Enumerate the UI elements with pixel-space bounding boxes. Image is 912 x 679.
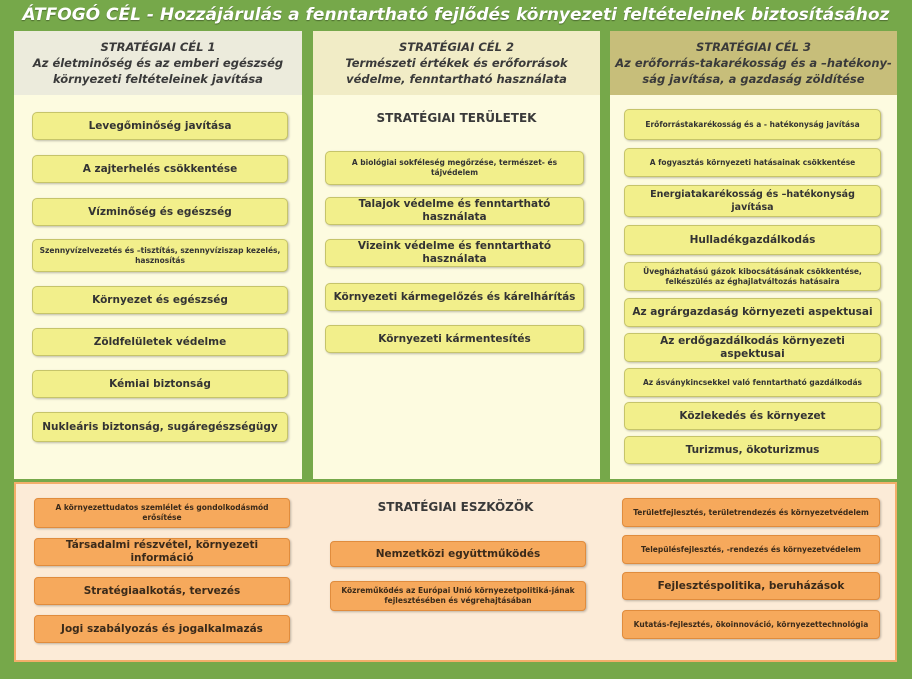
strategic-goal-2-header bbox=[313, 31, 600, 95]
goal-2-title-line-1: Természeti értékek és erőforrások bbox=[345, 56, 568, 70]
tool-item: Területfejlesztés, területrendezés és környezetvédelem bbox=[622, 498, 880, 527]
goal-2-item: A biológiai sokféleség megőrzése, természet- és tájvédelem bbox=[325, 151, 584, 185]
goal-2-item: Környezeti kármegelőzés és kárelhárítás bbox=[325, 283, 584, 311]
strategic-areas-heading: STRATÉGIAI TERÜLETEK bbox=[376, 111, 537, 125]
tool-item: Társadalmi részvétel, környezeti információ bbox=[34, 538, 290, 566]
goal-3-item: Közlekedés és környezet bbox=[624, 402, 881, 430]
tool-item: Jogi szabályozás és jogalkalmazás bbox=[34, 615, 290, 643]
goal-3-item: Hulladékgazdálkodás bbox=[624, 225, 881, 255]
overall-goal-title: ÁTFOGÓ CÉL - Hozzájárulás a fenntartható fejlődés környezeti feltételeinek biztosításához bbox=[22, 5, 890, 25]
goal-2-item: Vizeink védelme és fenntartható használata bbox=[325, 239, 584, 267]
strategic-goal-1-header bbox=[14, 31, 302, 95]
goal-2-item: Környezeti kármentesítés bbox=[325, 325, 584, 353]
goal-3-label: STRATÉGIAI CÉL 3 bbox=[695, 40, 811, 54]
goal-1-item: Nukleáris biztonság, sugáregészségügy bbox=[32, 412, 288, 442]
strategic-tools-heading: STRATÉGIAI ESZKÖZÖK bbox=[377, 500, 534, 514]
strategic-goal-2-column bbox=[313, 31, 600, 479]
tool-item: Stratégiaalkotás, tervezés bbox=[34, 577, 290, 605]
goal-3-item: Erőforrástakarékosság és a - hatékonyság javítása bbox=[624, 109, 881, 140]
goal-2-item: Talajok védelme és fenntartható használata bbox=[325, 197, 584, 225]
goal-3-title-line-2: ság javítása, a gazdaság zöldítése bbox=[642, 72, 865, 86]
goal-3-title-line-1: Az erőforrás-takarékosság és a –hatékony- bbox=[615, 56, 892, 70]
goal-2-label: STRATÉGIAI CÉL 2 bbox=[398, 40, 514, 54]
goal-1-item: Környezet és egészség bbox=[32, 286, 288, 314]
goal-1-item: Levegőminőség javítása bbox=[32, 112, 288, 140]
tool-item: A környezettudatos szemlélet és gondolkodásmód erősítése bbox=[34, 498, 290, 528]
goal-1-item: Szennyvízelvezetés és –tisztítás, szennyvíziszap kezelés, hasznosítás bbox=[32, 239, 288, 272]
goal-1-item: Kémiai biztonság bbox=[32, 370, 288, 398]
goal-1-title-line-1: Az életminőség és az emberi egészség bbox=[32, 56, 284, 70]
tool-item: Közreműködés az Európai Unió környezetpolitiká-jának fejlesztésében és végrehajtásában bbox=[330, 581, 586, 611]
goal-1-item: Zöldfelületek védelme bbox=[32, 328, 288, 356]
goal-1-title-line-2: környezeti feltételeinek javítása bbox=[53, 72, 263, 86]
goal-3-item: Az erdőgazdálkodás környezeti aspektusai bbox=[624, 333, 881, 362]
strategic-goal-3-header bbox=[610, 31, 897, 95]
goal-1-label: STRATÉGIAI CÉL 1 bbox=[100, 40, 216, 54]
strategic-goal-3-column bbox=[610, 31, 897, 479]
goal-3-item: Az agrárgazdaság környezeti aspektusai bbox=[624, 298, 881, 327]
tool-item: Településfejlesztés, -rendezés és környezetvédelem bbox=[622, 535, 880, 564]
strategic-goal-1-column bbox=[14, 31, 302, 479]
goal-3-item: Energiatakarékosság és –hatékonyság javítása bbox=[624, 185, 881, 217]
tool-item: Fejlesztéspolitika, beruházások bbox=[622, 572, 880, 600]
tool-item: Kutatás-fejlesztés, ökoinnováció, környezettechnológia bbox=[622, 610, 880, 639]
goal-3-item: Az ásványkincsekkel való fenntartható gazdálkodás bbox=[624, 368, 881, 397]
goal-2-title-line-2: védelme, fenntartható használata bbox=[346, 72, 567, 86]
goal-3-item: A fogyasztás környezeti hatásainak csökkentése bbox=[624, 148, 881, 177]
tool-item: Nemzetközi együttműködés bbox=[330, 541, 586, 567]
strategic-tools-panel bbox=[14, 482, 897, 662]
goal-3-item: Üvegházhatású gázok kibocsátásának csökkentése, felkészülés az éghajlatváltozás hatásaira bbox=[624, 262, 881, 291]
goal-1-item: Vízminőség és egészség bbox=[32, 198, 288, 226]
goal-1-item: A zajterhelés csökkentése bbox=[32, 155, 288, 183]
goal-3-item: Turizmus, ökoturizmus bbox=[624, 436, 881, 464]
